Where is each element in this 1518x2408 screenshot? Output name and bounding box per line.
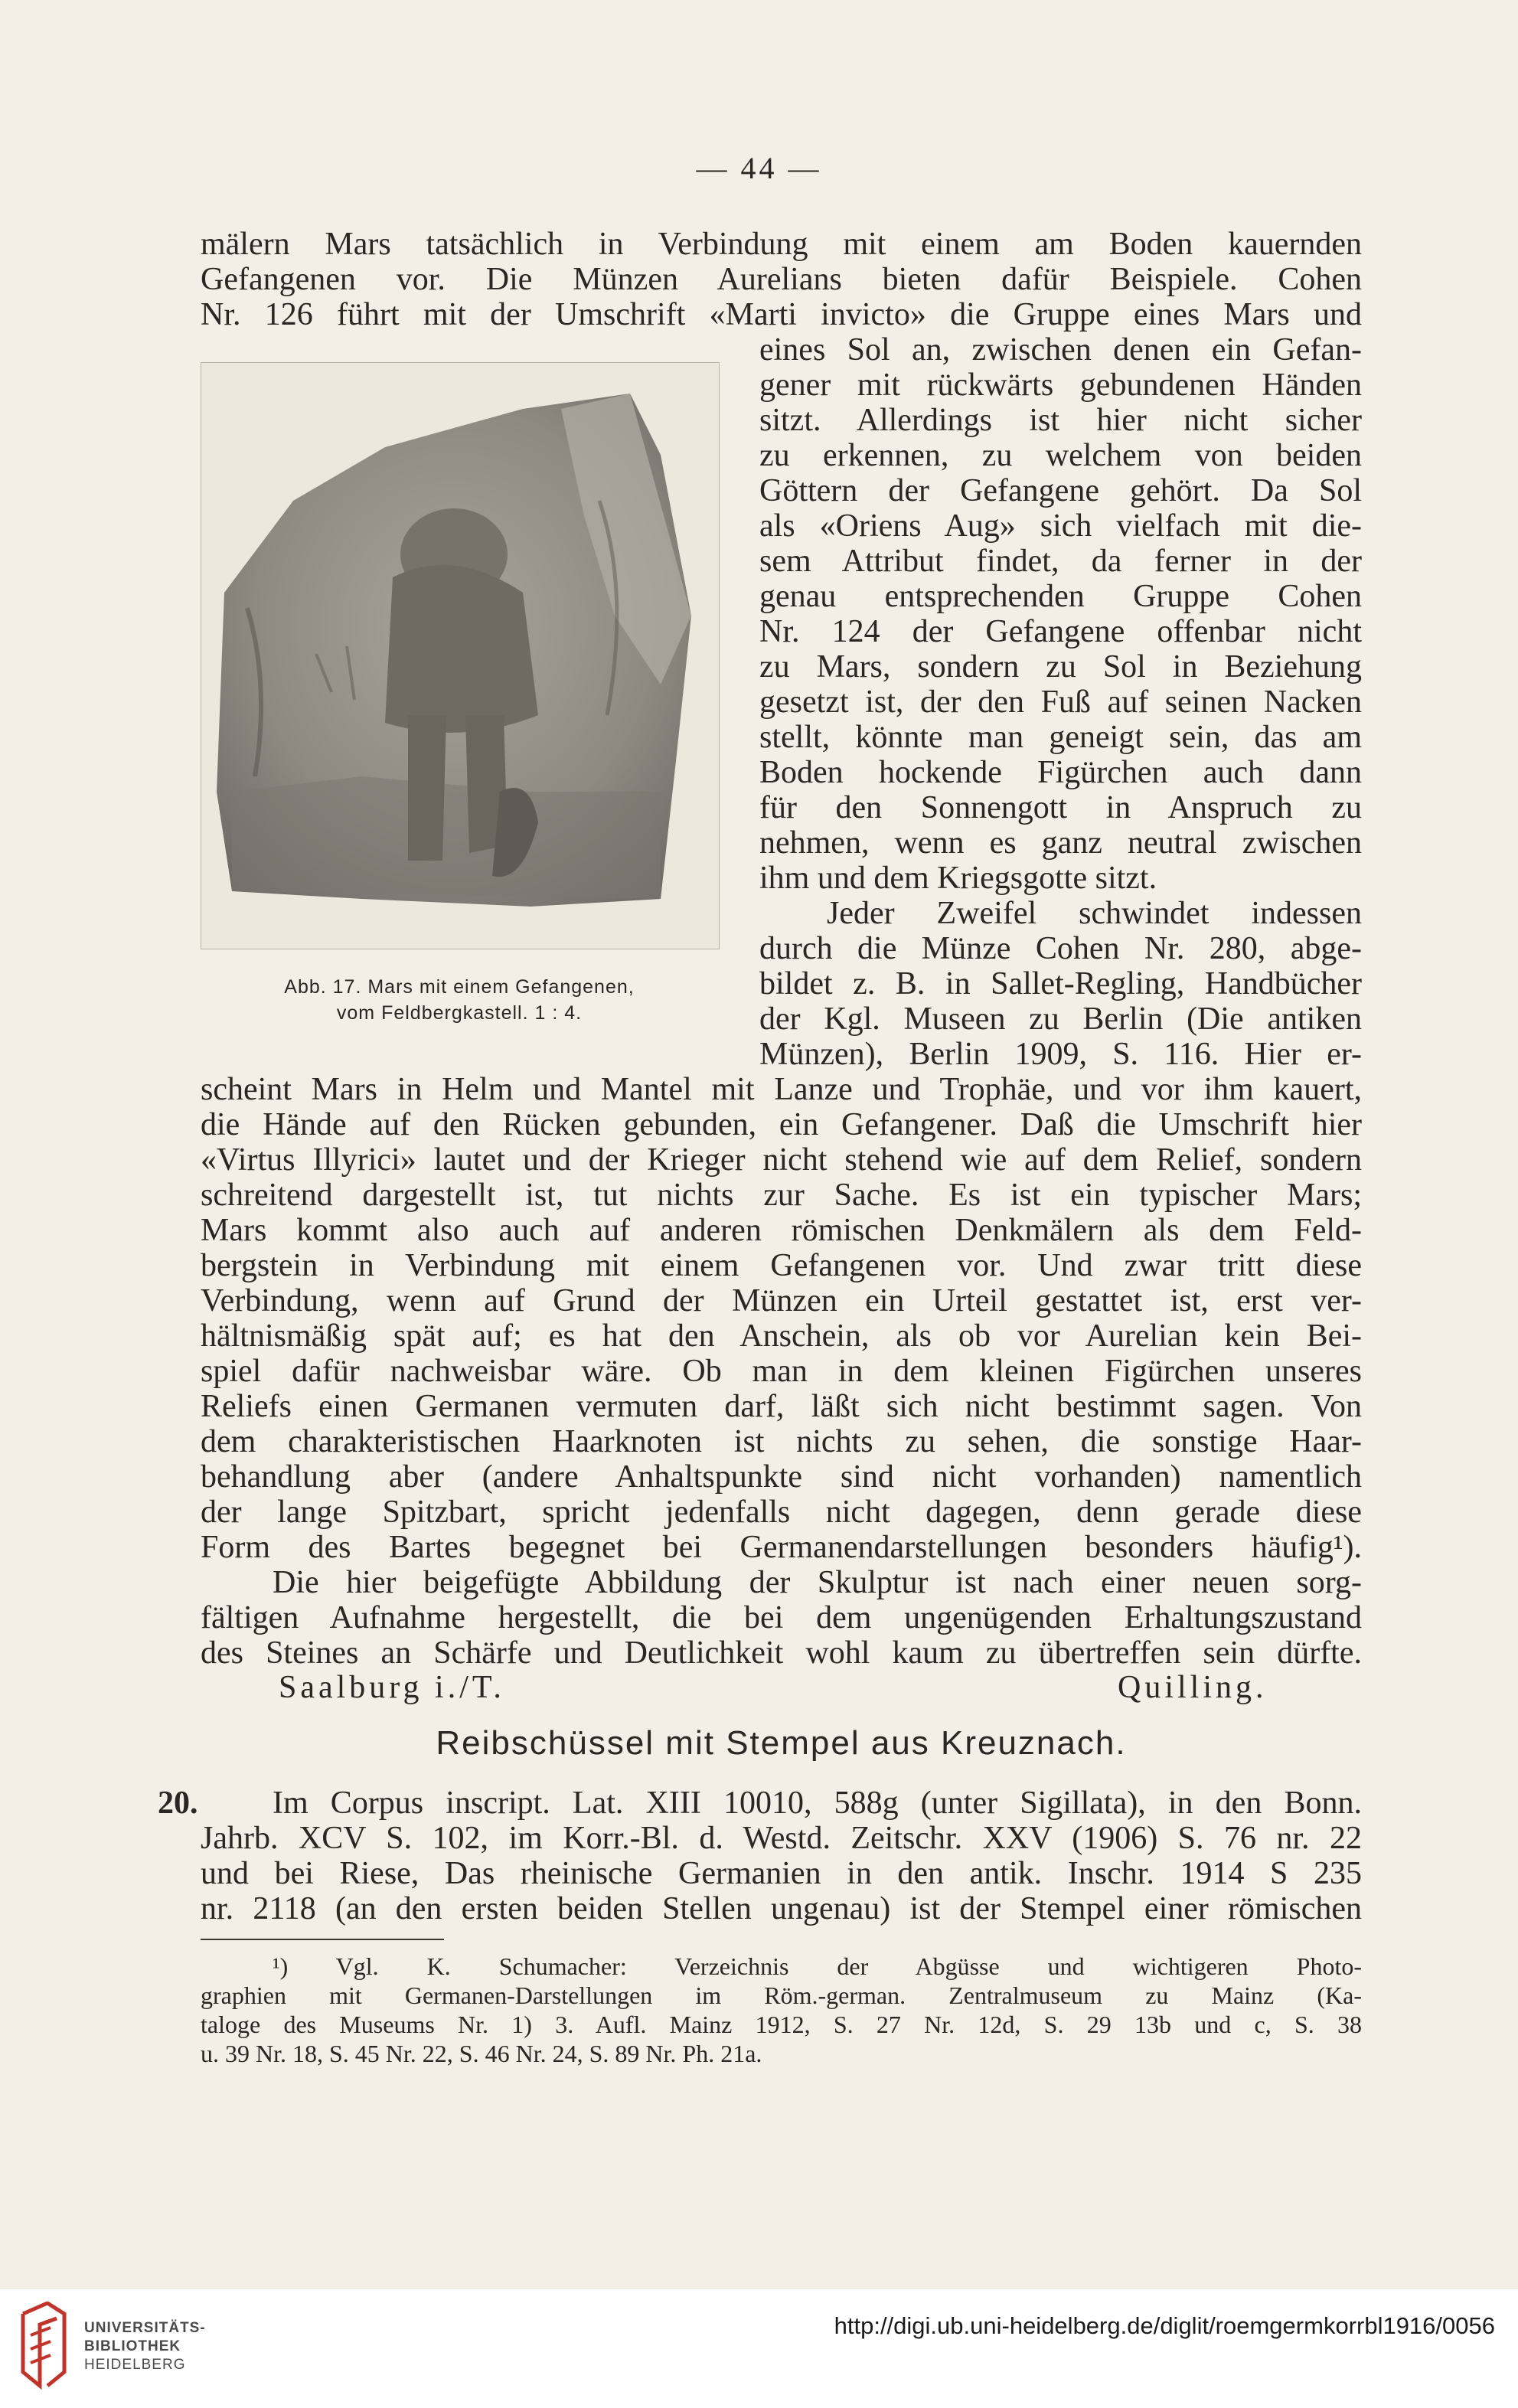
page-number: — 44 — [696,151,822,185]
body-line: hältnismäßig spät auf; es hat den Anschein, als ob vor Aurelian kein Bei- [201,1318,1362,1354]
body-line: die Hände auf den Rücken gebunden, ein Gefangener. Daß die Umschrift hier [201,1107,1362,1142]
body-line: Verbindung, wenn auf Grund der Münzen ein Urteil gestattet ist, erst ver- [201,1283,1362,1318]
library-footer [0,2289,1518,2408]
body-line: bergstein in Verbindung mit einem Gefangenen vor. Und zwar tritt diese [201,1248,1362,1283]
section-heading: Reibschüssel mit Stempel aus Kreuznach. [436,1724,1127,1762]
body-line: behandlung aber (andere Anhaltspunkte sind nicht vorhanden) namentlich [201,1459,1362,1495]
figure-caption-line-2: vom Feldbergkastell. 1 : 4. [336,1002,583,1024]
body-line: sem Attribut findet, da ferner in der [759,544,1362,579]
body-line: Nr. 124 der Gefangene offenbar nicht [759,614,1362,649]
figure-caption-line-1: Abb. 17. Mars mit einem Gefangenen, [284,976,635,998]
body-line: Gefangenen vor. Die Münzen Aurelians bieten dafür Beispiele. Cohen [201,262,1362,297]
body-line: gesetzt ist, der den Fuß auf seinen Nacken [759,684,1362,720]
section-line: nr. 2118 (an den ersten beiden Stellen ungenau) ist der Stempel einer römischen [201,1891,1362,1926]
body-line: zu erkennen, zu welchem von beiden [759,438,1362,473]
footnote-line: taloge des Museums Nr. 1) 3. Aufl. Mainz 1912, S. 27 Nr. 12d, S. 29 13b und c, S. 38 [201,2011,1362,2038]
body-line: Nr. 126 führt mit der Umschrift «Marti invicto» die Gruppe eines Mars und [201,297,1362,332]
body-line: Göttern der Gefangene gehört. Da Sol [759,473,1362,508]
body-line: bildet z. B. in Sallet-Regling, Handbücher [759,966,1362,1001]
signature-author: Quilling. [1118,1670,1268,1705]
body-line: dem charakteristischen Haarknoten ist nichts zu sehen, die sonstige Haar- [201,1424,1362,1459]
library-name-line-2: BIBLIOTHEK [84,2338,181,2354]
body-line: Reliefs einen Germanen vermuten darf, läßt sich nicht bestimmt sagen. Von [201,1389,1362,1424]
body-line: des Steines an Schärfe und Deutlichkeit wohl kaum zu übertreffen sein dürfte. [201,1635,1362,1671]
body-line: eines Sol an, zwischen denen ein Gefan- [759,332,1362,368]
section-line: Im Corpus inscript. Lat. XIII 10010, 588g (unter Sigillata), in den Bonn. [273,1786,1362,1821]
body-line: sitzt. Allerdings ist hier nicht sicher [759,403,1362,438]
body-line: genau entsprechenden Gruppe Cohen [759,579,1362,614]
body-line: fältigen Aufnahme hergestellt, die bei dem ungenügenden Erhaltungszustand [201,1600,1362,1635]
footnote-divider [201,1939,444,1940]
section-line: und bei Riese, Das rheinische Germanien in den antik. Inschr. 1914 S 235 [201,1856,1362,1891]
relief-photograph [201,362,720,949]
body-line: nehmen, wenn es ganz neutral zwischen [759,825,1362,861]
body-line: Jeder Zweifel schwindet indessen [827,896,1362,931]
body-line: scheint Mars in Helm und Mantel mit Lanze und Trophäe, und vor ihm kauert, [201,1072,1362,1107]
footnote-line: graphien mit Germanen-Darstellungen im Röm.-german. Zentralmuseum zu Mainz (Ka- [201,1982,1362,2009]
body-line: ihm und dem Kriegsgotte sitzt. [759,861,1157,896]
body-line: als «Oriens Aug» sich vielfach mit die- [759,508,1362,544]
section-line: Jahrb. XCV S. 102, im Korr.-Bl. d. Westd. Zeitschr. XXV (1906) S. 76 nr. 22 [201,1821,1362,1856]
library-name-line-3: HEIDELBERG [84,2357,186,2373]
source-url[interactable]: http://digi.ub.uni-heidelberg.de/diglit/roemgermkorrbl1916/0056 [834,2312,1495,2339]
body-line: für den Sonnengott in Anspruch zu [759,790,1362,825]
body-line: «Virtus Illyrici» lautet und der Krieger nicht stehend wie auf dem Relief, sondern [201,1142,1362,1178]
body-line: mälern Mars tatsächlich in Verbindung mit einem am Boden kauernden [201,227,1362,262]
body-line: Boden hockende Figürchen auch dann [759,755,1362,790]
section-number: 20. [158,1786,198,1821]
body-line: der Kgl. Museen zu Berlin (Die antiken [759,1001,1362,1037]
footnote-line: u. 39 Nr. 18, S. 45 Nr. 22, S. 46 Nr. 24, S. 89 Nr. Ph. 21a. [201,2040,762,2067]
body-line: der lange Spitzbart, spricht jedenfalls nicht dagegen, denn gerade diese [201,1495,1362,1530]
library-name-line-1: UNIVERSITÄTS- [84,2320,206,2336]
body-line: Form des Bartes begegnet bei Germanendarstellungen besonders häufig¹). [201,1530,1362,1565]
body-line: zu Mars, sondern zu Sol in Beziehung [759,649,1362,684]
body-line: stellt, könnte man geneigt sein, das am [759,720,1362,755]
body-line: Die hier beigefügte Abbildung der Skulptur ist nach einer neuen sorg- [273,1565,1362,1600]
signature-place: Saalburg i./T. [279,1670,505,1705]
body-line: spiel dafür nachweisbar wäre. Ob man in dem kleinen Figürchen unseres [201,1354,1362,1389]
body-line: Mars kommt also auch auf anderen römischen Denkmälern als dem Feld- [201,1213,1362,1248]
body-line: Münzen), Berlin 1909, S. 116. Hier er- [759,1037,1362,1072]
body-line: gener mit rückwärts gebundenen Händen [759,368,1362,403]
footnote-line: ¹) Vgl. K. Schumacher: Verzeichnis der Abgüsse und wichtigeren Photo- [273,1952,1362,1980]
university-library-logo-icon [17,2302,70,2392]
body-line: durch die Münze Cohen Nr. 280, abge- [759,931,1362,966]
body-line: schreitend dargestellt ist, tut nichts zur Sache. Es ist ein typischer Mars; [201,1178,1362,1213]
